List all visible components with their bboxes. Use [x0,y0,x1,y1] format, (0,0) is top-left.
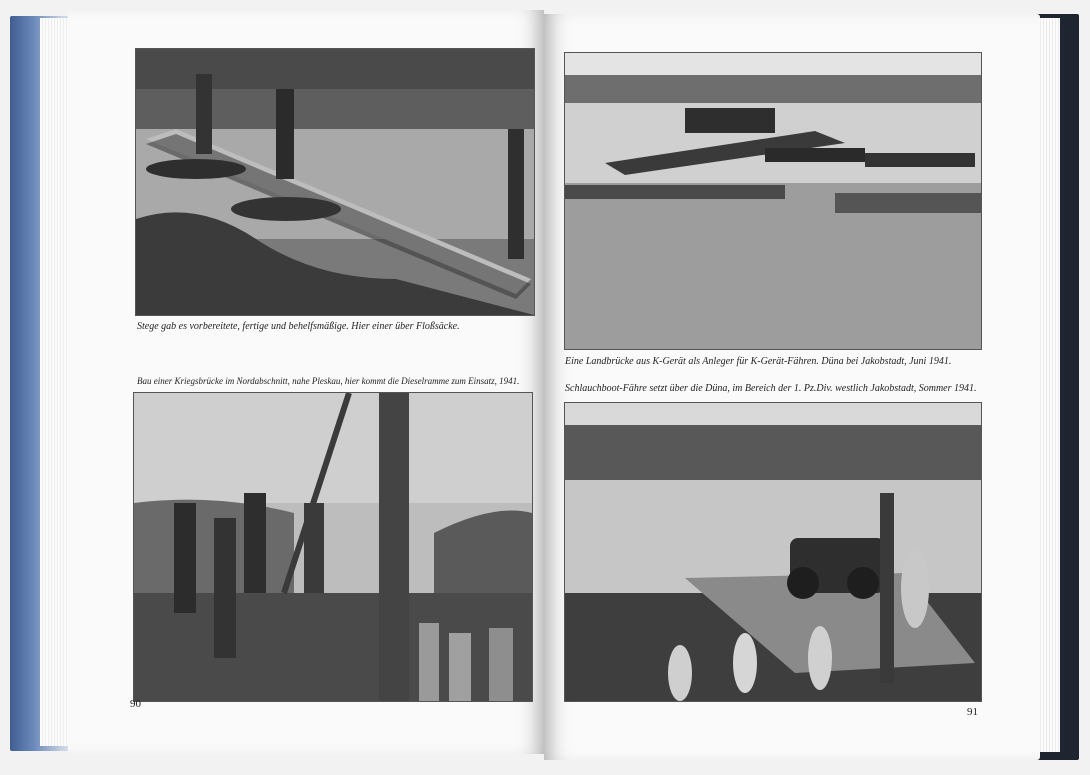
photo-rubber-boat-ferry [564,402,982,702]
photo-pile-driver-bridge [133,392,533,702]
caption-bottom-right: Schlauchboot-Fähre setzt über die Düna, im Bereich der 1. Pz.Div. westlich Jakobstadt, Sommer 1941. [565,383,977,394]
right-page [544,14,1040,760]
caption-top-right: Eine Landbrücke aus K-Gerät als Anleger für K-Gerät-Fähren. Düna bei Jakobstadt, Juni 1941. [565,356,952,367]
page-number-right: 91 [967,706,978,718]
photo-soldiers-on-footbridge [135,48,535,316]
caption-bottom-left: Bau einer Kriegsbrücke im Nordabschnitt, nahe Pleskau, hier kommt die Dieselramme zum Einsatz, 1941. [137,376,520,386]
page-number-left: 90 [130,698,141,710]
left-page [68,10,544,754]
photo-ferry-landing [564,52,982,350]
caption-top-left: Stege gab es vorbereitete, fertige und behelfsmäßige. Hier einer über Floßsäcke. [137,321,460,332]
